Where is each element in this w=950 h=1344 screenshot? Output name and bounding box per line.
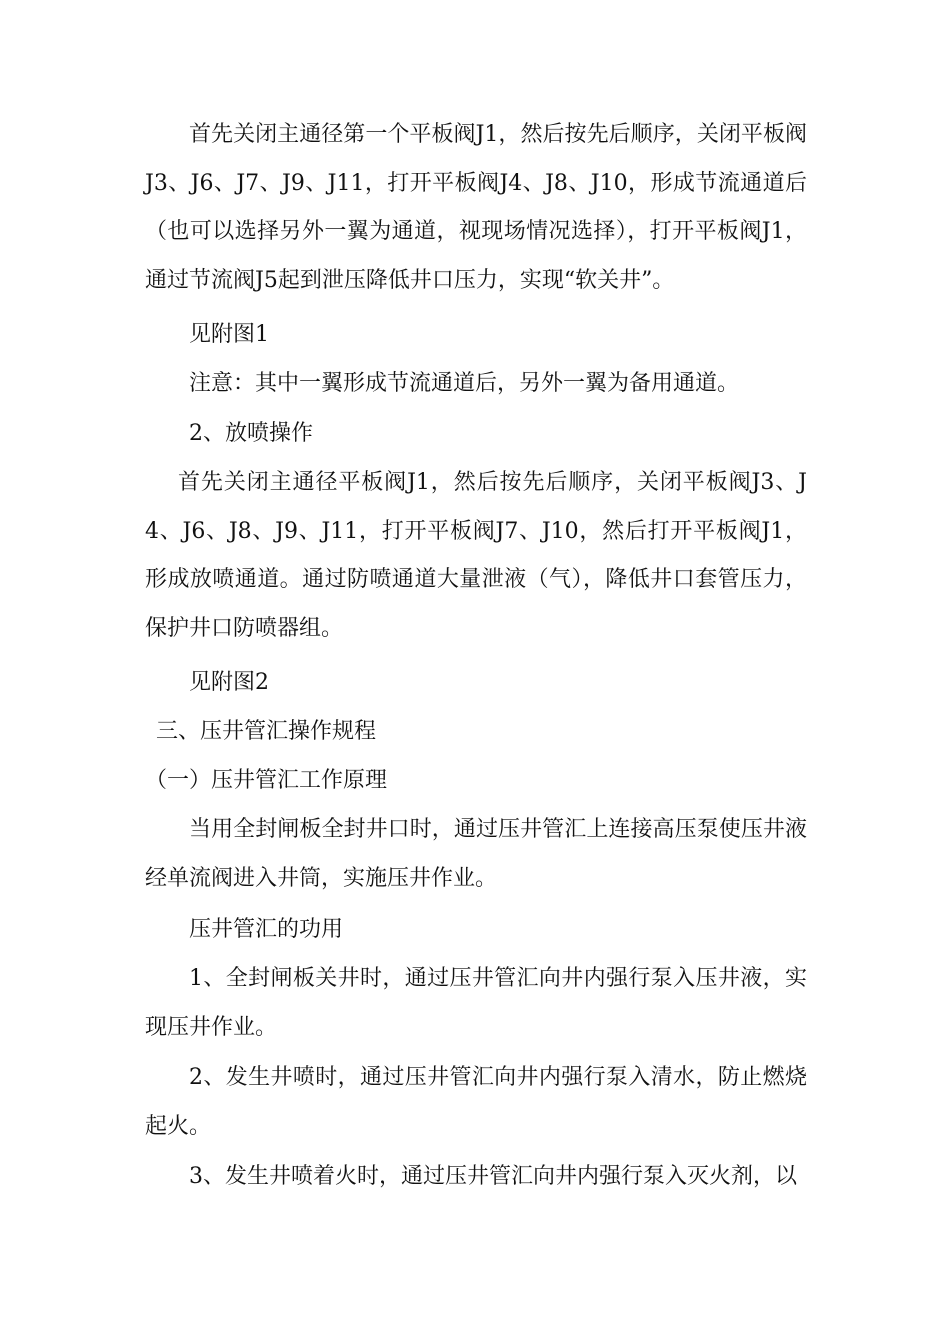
figure-reference-2: 见附图2 [189, 670, 269, 695]
paragraph-blowout-operation: 首先关闭主通径平板阀J1，然后按先后顺序，关闭平板阀J3、J4、J6、J8、J9、J11，打开平板阀J7、J10，然后打开平板阀J1，形成放喷通道。通过防喷通道大量泄液（气），降低井口套管压力，保护井口防喷器组。 [145, 470, 807, 641]
function-item-1: 1、全封闸板关井时，通过压井管汇向井内强行泵入压井液，实现压井作业。 [145, 966, 807, 1040]
note-paragraph: 注意：其中一翼形成节流通道后，另外一翼为备用通道。 [189, 371, 740, 396]
paragraph-soft-shut-in: 首先关闭主通径第一个平板阀J1，然后按先后顺序，关闭平板阀J3、J6、J7、J9、J11，打开平板阀J4、J8、J10，形成节流通道后（也可以选择另外一翼为通道，视现场情况选择），打开平板阀J1，通过节流阀J5起到泄压降低井口压力，实现“软关井”。 [145, 122, 807, 293]
function-item-3: 3、发生井喷着火时，通过压井管汇向井内强行泵入灭火剂，以 [189, 1164, 797, 1189]
paragraph-working-principle: 当用全封闸板全封井口时，通过压井管汇上连接高压泵使压井液经单流阀进入井筒，实施压井作业。 [145, 817, 807, 891]
subsection-heading-working-principle: （一）压井管汇工作原理 [145, 768, 388, 793]
heading-kill-manifold-functions: 压井管汇的功用 [189, 917, 344, 942]
figure-reference-1: 见附图1 [189, 322, 269, 347]
section-heading-kill-manifold: 三、压井管汇操作规程 [156, 719, 377, 744]
section-heading-blowout-operation: 2、放喷操作 [189, 421, 313, 446]
function-item-2: 2、发生井喷时，通过压井管汇向井内强行泵入清水，防止燃烧起火。 [145, 1065, 807, 1139]
